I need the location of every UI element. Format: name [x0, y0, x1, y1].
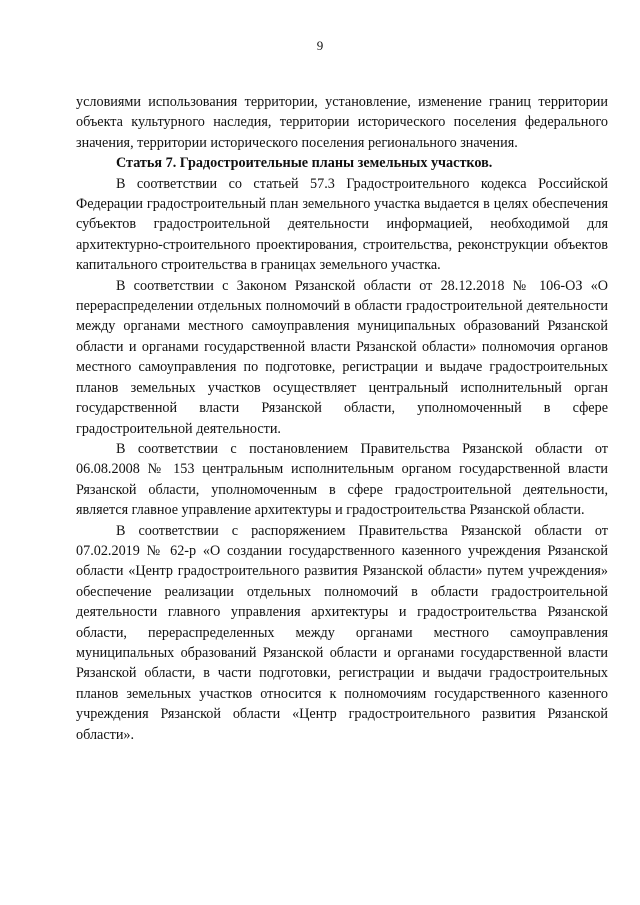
article-paragraph: В соответствии с постановлением Правительства Рязанской области от 06.08.2008 № 153 центральным исполнительным органом государственной власти Рязанской области, уполномоченным в сфере градостроительной деятельности, является главное управление архитектуры и градостроительства Рязанской области.: [76, 440, 608, 519]
page-number: 9: [316, 38, 324, 53]
article-paragraph: В соответствии со статьей 57.3 Градостроительного кодекса Российской Федерации градостроительный план земельного участка выдается в целях обеспечения субъектов градостроительной деятельности информацией, необходимой для архитектурно-строительного проектирования, строительства, реконструкции объектов капитального строительства в границах земельного участка.: [76, 175, 608, 274]
article-paragraph: В соответствии с распоряжением Правительства Рязанской области от 07.02.2019 № 62-р «О создании государственного казенного учреждения Рязанской области «Центр градостроительного развития Рязанской области» путем учреждения» обеспечение реализации отдельных полномочий в области градостроительной деятельности главного управления архитектуры и градостроительства Рязанской области, перераспределенных между органами местного самоуправления муниципальных образований Рязанской области и органами государственной власти Рязанской области, в части подготовки, регистрации и выдачи градостроительных планов земельных участков относится к полномочиям государственного казенного учреждения Рязанской области «Центр градостроительного развития Рязанской области».: [76, 522, 608, 743]
intro-paragraph: условиями использования территории, установление, изменение границ территории объекта культурного наследия, территории исторического поселения федерального значения, территории исторического поселения регионального значения.: [76, 94, 608, 151]
article-heading: Статья 7. Градостроительные планы земельных участков.: [116, 155, 493, 172]
document-body: [76, 92, 608, 745]
article-paragraph: В соответствии с Законом Рязанской области от 28.12.2018 № 106-ОЗ «О перераспределении отдельных полномочий в области градостроительной деятельности между органами местного самоуправления муниципальных образований Рязанской области и органами государственной власти Рязанской области» полномочия органов местного самоуправления по подготовке, регистрации и выдаче градостроительных планов земельных участков осуществляет центральный исполнительный орган государственной власти Рязанской области, уполномоченный в сфере градостроительной деятельности.: [76, 277, 608, 437]
